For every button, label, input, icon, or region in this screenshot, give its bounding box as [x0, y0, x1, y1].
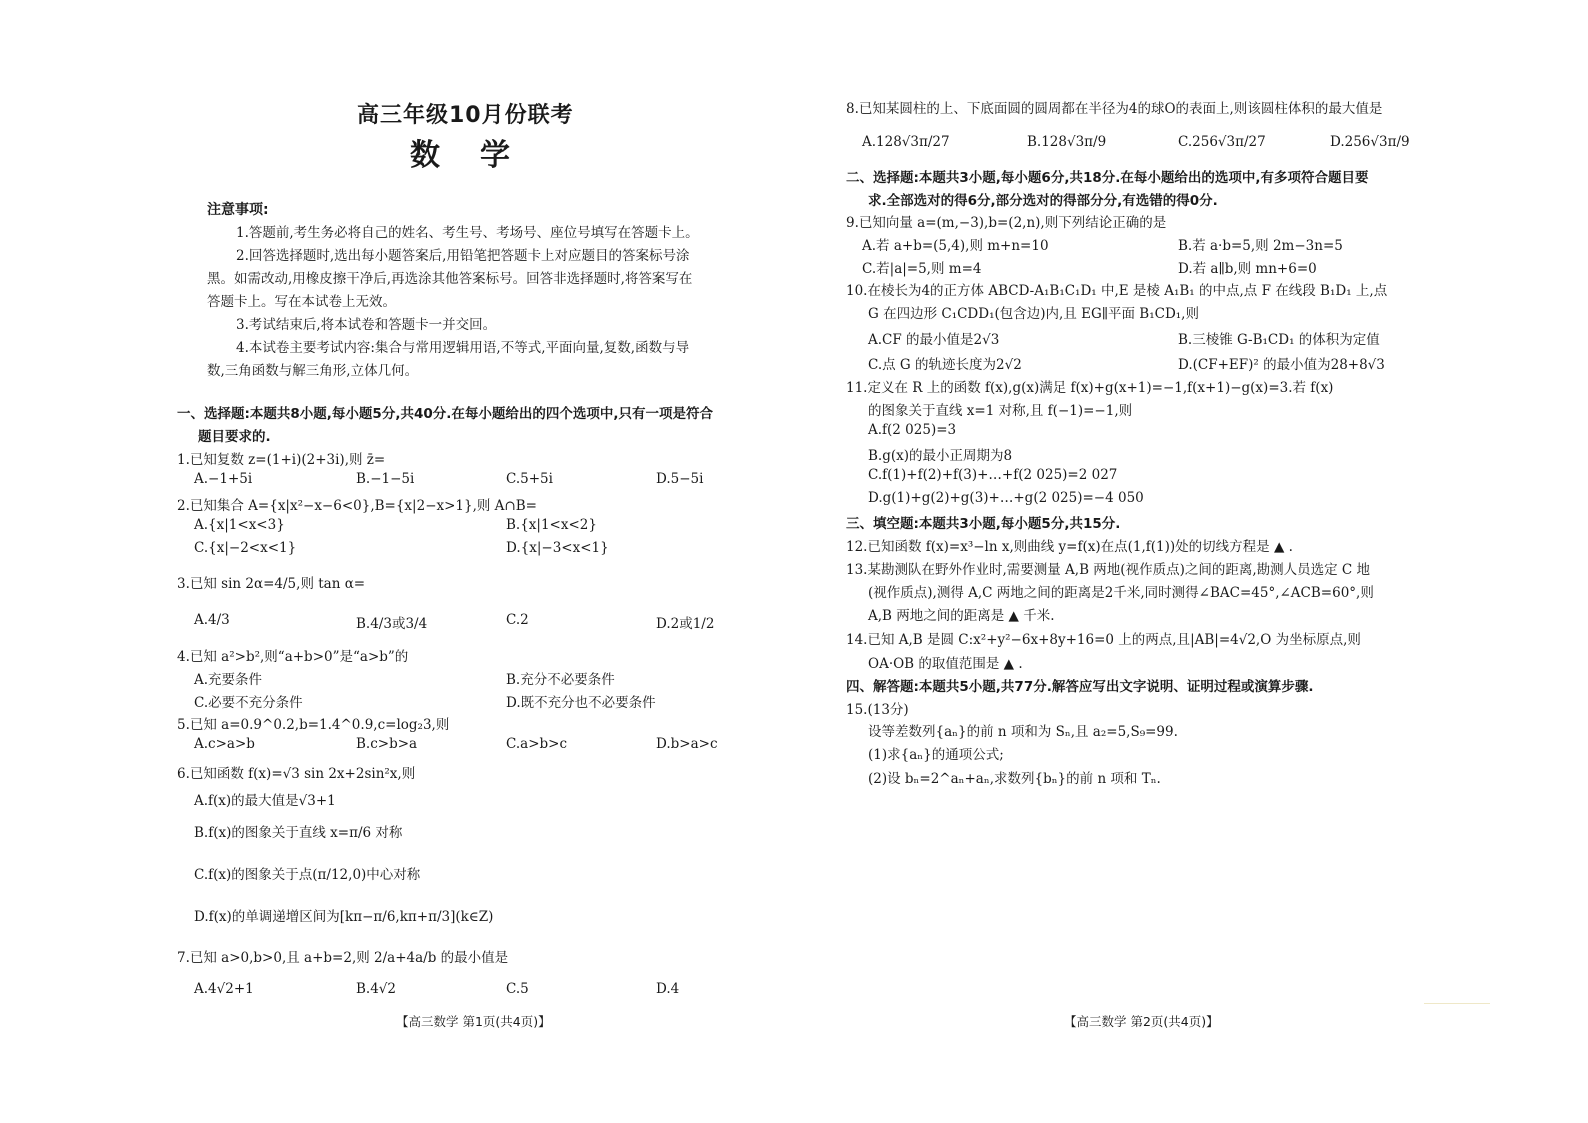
option-d: D.f(x)的单调递增区间为[kπ−π/6,kπ+π/3](k∈Z) — [194, 909, 494, 925]
question-stem: 3.已知 sin 2α=4/5,则 tan α= — [177, 576, 366, 592]
option-c: C.若|a|=5,则 m=4 — [862, 261, 982, 277]
question-stem: 7.已知 a>0,b>0,且 a+b=2,则 2/a+4a/b 的最小值是 — [177, 950, 509, 966]
option-d: D.若 a∥b,则 mn+6=0 — [1178, 261, 1317, 277]
option-b: B.−1−5i — [356, 471, 415, 487]
question-stem: 1.已知复数 z=(1+i)(2+3i),则 z̄= — [177, 452, 386, 468]
option-d: D.既不充分也不必要条件 — [506, 695, 656, 711]
section-heading: 二、选择题:本题共3小题,每小题6分,共18分.在每小题给出的选项中,有多项符合题目要 — [846, 170, 1369, 186]
option-c: C.f(1)+f(2)+f(3)+…+f(2 025)=2 027 — [868, 467, 1118, 483]
question-stem: 15.(13分) — [846, 702, 909, 718]
notice-heading: 注意事项: — [207, 202, 269, 218]
option-b: B.充分不必要条件 — [506, 672, 615, 688]
option-d: D.(CF+EF)² 的最小值为28+8√3 — [1178, 357, 1385, 373]
section-heading: 四、解答题:本题共5小题,共77分.解答应写出文字说明、证明过程或演算步骤. — [846, 679, 1314, 695]
question-stem: 9.已知向量 a=(m,−3),b=(2,n),则下列结论正确的是 — [846, 215, 1167, 231]
option-b: B.{x|1<x<2} — [506, 517, 597, 533]
section-heading: 三、填空题:本题共3小题,每小题5分,共15分. — [846, 516, 1121, 532]
question-stem-cont: OA·OB 的取值范围是 ▲ . — [868, 656, 1023, 672]
notice-line: 黑。如需改动,用橡皮擦干净后,再选涂其他答案标号。回答非选择题时,将答案写在 — [207, 271, 693, 287]
option-a: A.{x|1<x<3} — [194, 517, 285, 533]
option-d: D.4 — [656, 981, 680, 997]
section-heading-cont: 题目要求的. — [198, 429, 271, 445]
notice-line: 4.本试卷主要考试内容:集合与常用逻辑用语,不等式,平面向量,复数,函数与导 — [236, 340, 690, 356]
notice-line: 数,三角函数与解三角形,立体几何。 — [207, 363, 419, 379]
question-stem-cont: A,B 两地之间的距离是 ▲ 千米. — [868, 608, 1055, 624]
question-stem-cont: (视作质点),测得 A,C 两地之间的距离是2千米,同时测得∠BAC=45°,∠ACB=60°,则 — [868, 585, 1374, 601]
page-right — [794, 0, 1588, 1123]
option-b: B.4/3或3/4 — [356, 616, 428, 632]
option-a: A.CF 的最小值是2√3 — [868, 332, 1000, 348]
option-d: D.{x|−3<x<1} — [506, 540, 609, 556]
option-a: A.f(x)的最大值是√3+1 — [194, 793, 336, 809]
notice-line: 答题卡上。写在本试卷上无效。 — [207, 294, 396, 310]
question-stem: 8.已知某圆柱的上、下底面圆的圆周都在半径为4的球O的表面上,则该圆柱体积的最大值是 — [846, 101, 1383, 117]
option-a: A.若 a+b=(5,4),则 m+n=10 — [862, 238, 1049, 254]
option-d: D.2或1/2 — [656, 616, 715, 632]
option-a: A.4/3 — [194, 612, 230, 628]
option-a: A.充要条件 — [194, 672, 263, 688]
option-c: C.必要不充分条件 — [194, 695, 303, 711]
notice-line: 2.回答选择题时,选出每小题答案后,用铅笔把答题卡上对应题目的答案标号涂 — [236, 248, 690, 264]
option-c: C.f(x)的图象关于点(π/12,0)中心对称 — [194, 867, 421, 883]
subject-title: 数学 — [410, 138, 550, 173]
option-c: C.2 — [506, 612, 529, 628]
option-b: B.4√2 — [356, 981, 396, 997]
option-d: D.5−5i — [656, 471, 704, 487]
question-stem: 14.已知 A,B 是圆 C:x²+y²−6x+8y+16=0 上的两点,且|AB|=4√2,O 为坐标原点,则 — [846, 632, 1361, 648]
section-heading-cont: 求.全部选对的得6分,部分选对的得部分分,有选错的得0分. — [868, 193, 1218, 209]
option-b: B.若 a·b=5,则 2m−3n=5 — [1178, 238, 1343, 254]
option-b: B.f(x)的图象关于直线 x=π/6 对称 — [194, 825, 403, 841]
notice-line: 1.答题前,考生务必将自己的姓名、考生号、考场号、座位号填写在答题卡上。 — [236, 225, 699, 241]
notice-line: 3.考试结束后,将本试卷和答题卡一并交回。 — [236, 317, 497, 333]
option-d: D.b>a>c — [656, 736, 718, 752]
option-c: C.点 G 的轨迹长度为2√2 — [868, 357, 1022, 373]
question-stem: 13.某勘测队在野外作业时,需要测量 A,B 两地(视作质点)之间的距离,勘测人员选定 C 地 — [846, 562, 1371, 578]
option-b: B.c>b>a — [356, 736, 418, 752]
question-stem: 6.已知函数 f(x)=√3 sin 2x+2sin²x,则 — [177, 766, 416, 782]
question-stem: 5.已知 a=0.9^0.2,b=1.4^0.9,c=log₂3,则 — [177, 717, 450, 733]
question-stem-cont: (1)求{aₙ}的通项公式; — [868, 747, 1004, 763]
option-d: D.256√3π/9 — [1330, 134, 1410, 150]
question-stem: 10.在棱长为4的正方体 ABCD-A₁B₁C₁D₁ 中,E 是棱 A₁B₁ 的中点,点 F 在线段 B₁D₁ 上,点 — [846, 283, 1388, 299]
question-stem-cont: 设等差数列{aₙ}的前 n 项和为 Sₙ,且 a₂=5,S₉=99. — [868, 724, 1178, 740]
option-c: C.a>b>c — [506, 736, 568, 752]
option-c: C.{x|−2<x<1} — [194, 540, 297, 556]
option-d: D.g(1)+g(2)+g(3)+…+g(2 025)=−4 050 — [868, 490, 1144, 506]
option-b: B.三棱锥 G-B₁CD₁ 的体积为定值 — [1178, 332, 1380, 348]
option-a: A.4√2+1 — [194, 981, 254, 997]
option-c: C.256√3π/27 — [1178, 134, 1266, 150]
question-stem: 12.已知函数 f(x)=x³−ln x,则曲线 y=f(x)在点(1,f(1))处的切线方程是 ▲ . — [846, 539, 1293, 555]
question-stem: 2.已知集合 A={x|x²−x−6<0},B={x|2−x>1},则 A∩B= — [177, 498, 537, 514]
scan-mark — [1424, 1003, 1490, 1006]
option-a: A.−1+5i — [194, 471, 253, 487]
option-a: A.c>a>b — [194, 736, 255, 752]
option-a: A.128√3π/27 — [862, 134, 950, 150]
option-b: B.128√3π/9 — [1027, 134, 1107, 150]
section-heading: 一、选择题:本题共8小题,每小题5分,共40分.在每小题给出的四个选项中,只有一项是符合 — [177, 406, 713, 422]
question-stem: 4.已知 a²>b²,则“a+b>0”是“a>b”的 — [177, 649, 409, 665]
option-b: B.g(x)的最小正周期为8 — [868, 448, 1013, 464]
option-c: C.5+5i — [506, 471, 553, 487]
exam-title: 高三年级10月份联考 — [357, 103, 574, 128]
page-footer: 【高三数学 第2页(共4页)】 — [1064, 1014, 1219, 1029]
question-stem-cont: 的图象关于直线 x=1 对称,且 f(−1)=−1,则 — [868, 403, 1133, 419]
question-stem: 11.定义在 R 上的函数 f(x),g(x)满足 f(x)+g(x+1)=−1,f(x+1)−g(x)=3.若 f(x) — [846, 380, 1334, 396]
question-stem-cont: G 在四边形 C₁CDD₁(包含边)内,且 EG∥平面 B₁CD₁,则 — [868, 306, 1199, 322]
page-footer: 【高三数学 第1页(共4页)】 — [396, 1014, 551, 1029]
question-stem-cont: (2)设 bₙ=2^aₙ+aₙ,求数列{bₙ}的前 n 项和 Tₙ. — [868, 771, 1161, 787]
option-c: C.5 — [506, 981, 529, 997]
option-a: A.f(2 025)=3 — [868, 422, 957, 438]
